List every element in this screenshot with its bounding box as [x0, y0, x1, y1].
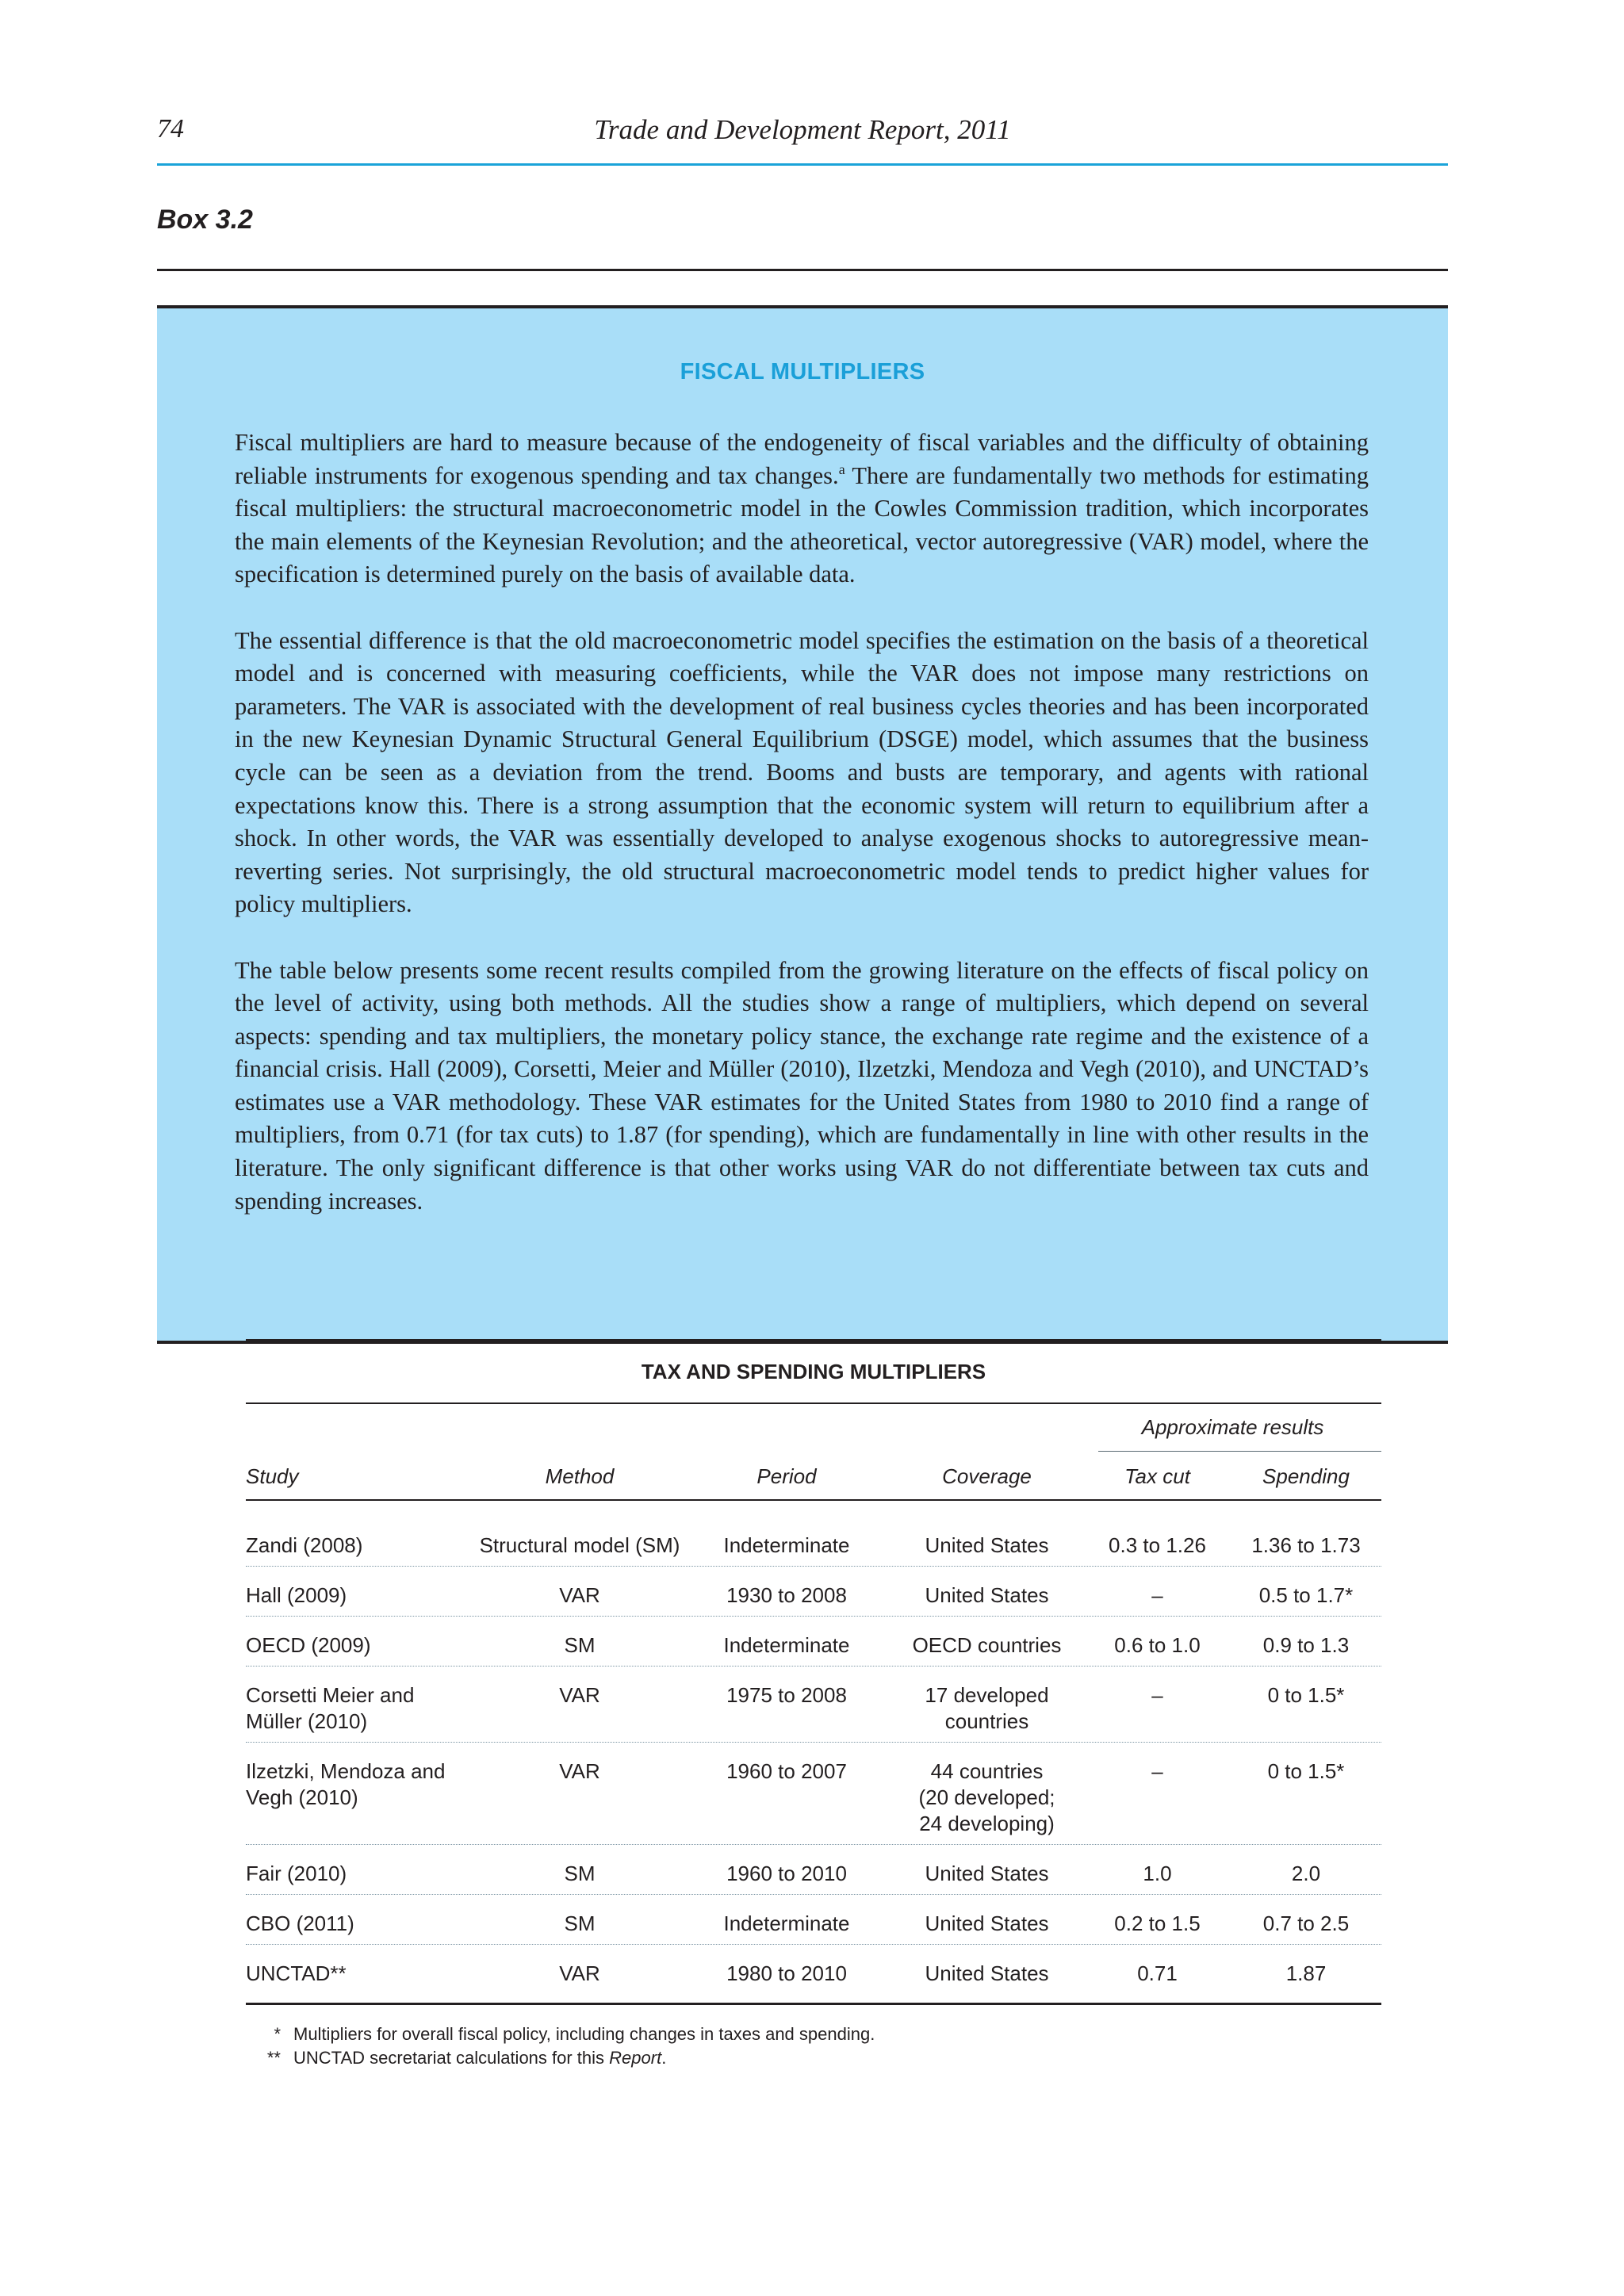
cell-coverage-line: 44 countries [930, 1759, 1044, 1783]
cell-study [246, 1758, 476, 1837]
box-title: FISCAL MULTIPLIERS [680, 359, 925, 385]
box-body-text [235, 427, 1369, 1251]
cell-study [246, 1861, 476, 1887]
cell-coverage [890, 1911, 1084, 1937]
cell-spending: 2.0 [1291, 1862, 1321, 1885]
table-footnotes [246, 2022, 1381, 2070]
footnote-text-main: UNCTAD secretariat calculations for this [293, 2048, 610, 2068]
page-number: 74 [157, 114, 184, 144]
cell-period: 1960 to 2007 [726, 1759, 847, 1783]
footnote-marker: a [838, 461, 845, 477]
footnote-mark: * [274, 2024, 281, 2044]
table-row [246, 1667, 1381, 1743]
cell-coverage-line: United States [925, 1583, 1049, 1607]
table-row [246, 1743, 1381, 1845]
cell-tax-cut: 0.3 to 1.26 [1109, 1533, 1206, 1557]
cell-coverage-line: United States [925, 1961, 1049, 1985]
cell-coverage-line: United States [925, 1533, 1049, 1557]
cell-coverage [890, 1582, 1084, 1609]
cell-study [246, 1582, 476, 1609]
cell-method: Structural model (SM) [479, 1533, 680, 1557]
table-row [246, 1895, 1381, 1945]
column-header-spending: Spending [1262, 1464, 1350, 1488]
footnote-text-main: Multipliers for overall fiscal policy, including changes in taxes and spending. [293, 2024, 875, 2044]
box-panel [157, 305, 1448, 2068]
page-header [157, 111, 1448, 166]
cell-coverage [890, 1961, 1084, 1987]
cell-spending: 1.87 [1285, 1961, 1327, 1985]
cell-spending: 0.7 to 2.5 [1262, 1911, 1350, 1935]
cell-study-line: Zandi (2008) [246, 1533, 363, 1557]
cell-coverage-line: (20 developed; [918, 1785, 1055, 1809]
box-label: Box 3.2 [157, 205, 253, 235]
cell-coverage-line: OECD countries [912, 1633, 1062, 1657]
table-row [246, 1617, 1381, 1667]
cell-spending: 0 to 1.5* [1267, 1759, 1345, 1783]
column-header-coverage: Coverage [942, 1464, 1032, 1488]
cell-method: SM [564, 1633, 596, 1657]
column-header-method: Method [545, 1464, 615, 1488]
cell-coverage-line: countries [944, 1709, 1029, 1733]
cell-study [246, 1911, 476, 1937]
table-group-header-row [246, 1404, 1381, 1453]
cell-method: VAR [559, 1583, 600, 1607]
cell-study [246, 1682, 476, 1735]
cell-tax-cut: – [1151, 1583, 1163, 1607]
cell-study-line: Corsetti Meier and [246, 1683, 415, 1707]
group-header-approximate-results: Approximate results [1141, 1415, 1324, 1439]
footnote [246, 2046, 1381, 2070]
footnote-mark: ** [266, 2048, 281, 2068]
cell-method: VAR [559, 1683, 600, 1707]
cell-period: 1975 to 2008 [726, 1683, 847, 1707]
footnote-emphasis: Report [609, 2048, 662, 2068]
running-title: Trade and Development Report, 2011 [594, 114, 1011, 145]
cell-method: SM [564, 1862, 596, 1885]
table-bottom-rule [246, 2003, 1381, 2005]
column-header-study: Study [246, 1464, 299, 1488]
cell-period: Indeterminate [723, 1533, 850, 1557]
cell-period: Indeterminate [723, 1633, 850, 1657]
footnote-tail: . [661, 2048, 667, 2068]
paragraph-2: The essential difference is that the old macroeconometric model specifies the estimation on the basis of a theoretical model and is concerned with measuring coefficients, while the VAR does not impose many restrictions on parameters. The VAR is associated with the development of real business cycles theories and has been incorporated in the new Keynesian Dynamic Structural General Equilibrium (DSGE) model, which assumes that the business cycle can be seen as a deviation from the trend. Booms and busts are temporary, and agents with rational expectations know this. There is a strong assumption that the economic system will return to equilibrium after a shock. In other words, the VAR was essentially developed to analyse exogenous shocks to autoregressive mean-reverting series. Not surprisingly, the old structural macroeconometric model tends to predict higher values for policy multipliers. [235, 626, 1369, 918]
paragraph-1-text-cont: There are fundamentally two methods for estimating fiscal multipliers: the structural macroeconometric model in the Cowles Commission tradition, which incorporates the main elements of the Keynesian Revolution; and the atheoretical, vector autoregressive (VAR) model, where the specification is determined purely on the basis of available data. [235, 461, 1369, 588]
cell-method: VAR [559, 1961, 600, 1985]
cell-period: 1960 to 2010 [726, 1862, 847, 1885]
cell-tax-cut: – [1151, 1683, 1163, 1707]
box-top-rule [157, 269, 1448, 271]
cell-spending: 0 to 1.5* [1267, 1683, 1345, 1707]
column-header-tax-cut: Tax cut [1124, 1464, 1190, 1488]
cell-method: VAR [559, 1759, 600, 1783]
table-header-row [246, 1453, 1381, 1499]
cell-study-line: UNCTAD** [246, 1961, 347, 1985]
cell-tax-cut: – [1151, 1759, 1163, 1783]
table-body [246, 1501, 1381, 2003]
table-title: TAX AND SPENDING MULTIPLIERS [641, 1360, 986, 1383]
cell-coverage-line: United States [925, 1862, 1049, 1885]
cell-study-line: Ilzetzki, Mendoza and [246, 1759, 446, 1783]
table-row [246, 1517, 1381, 1567]
cell-spending: 0.9 to 1.3 [1262, 1633, 1350, 1657]
cell-tax-cut: 0.71 [1137, 1961, 1178, 1985]
cell-coverage-line: 17 developed [925, 1683, 1049, 1707]
cell-period: Indeterminate [723, 1911, 850, 1935]
paragraph-1-text: Fiscal multipliers are hard to measure because of the endogeneity of fiscal variables and the difficulty of obtaining reliable instruments for exogenous spending and tax changes. [235, 429, 1369, 489]
cell-coverage [890, 1632, 1084, 1659]
group-header-rule [1098, 1451, 1381, 1452]
cell-spending: 0.5 to 1.7* [1258, 1583, 1354, 1607]
footnote [246, 2022, 1381, 2046]
cell-tax-cut: 0.2 to 1.5 [1114, 1911, 1201, 1935]
cell-method: SM [564, 1911, 596, 1935]
cell-study-line: Fair (2010) [246, 1862, 347, 1885]
footnote-text [293, 2046, 1381, 2070]
cell-coverage-line: 24 developing) [919, 1812, 1055, 1835]
cell-study-line: OECD (2009) [246, 1633, 371, 1657]
column-header-period: Period [756, 1464, 817, 1488]
multipliers-table [246, 1339, 1381, 2070]
cell-spending: 1.36 to 1.73 [1251, 1533, 1361, 1557]
cell-coverage-line: United States [925, 1911, 1049, 1935]
cell-study-line: Hall (2009) [246, 1583, 347, 1607]
paragraph-3: The table below presents some recent results compiled from the growing literature on the effects of fiscal policy on the level of activity, using both methods. All the studies show a range of multipliers, which depend on several aspects: spending and tax multipliers, the monetary policy stance, the exchange rate regime and the existence of a financial crisis. Hall (2009), Corsetti, Meier and Müller (2010), Ilzetzki, Mendoza and Vegh (2010), and UNCTAD’s estimates use a VAR methodology. These VAR estimates for the United States from 1980 to 2010 find a range of multipliers, from 0.71 (for tax cuts) to 1.87 (for spending), which are fundamentally in line with other results in the literature. The only significant difference is that other works using VAR do not differentiate between tax cuts and spending increases. [235, 956, 1369, 1215]
table-row [246, 1845, 1381, 1895]
cell-period: 1930 to 2008 [726, 1583, 847, 1607]
cell-tax-cut: 0.6 to 1.0 [1114, 1633, 1201, 1657]
cell-tax-cut: 1.0 [1143, 1862, 1172, 1885]
cell-study-line: Müller (2010) [246, 1709, 368, 1733]
cell-study-line: Vegh (2010) [246, 1785, 358, 1809]
cell-coverage [890, 1682, 1084, 1735]
cell-study [246, 1632, 476, 1659]
cell-study [246, 1533, 476, 1559]
cell-period: 1980 to 2010 [726, 1961, 847, 1985]
paragraph-1 [235, 427, 1369, 591]
table-row [246, 1945, 1381, 2003]
cell-study [246, 1961, 476, 1987]
table-row [246, 1567, 1381, 1617]
footnote-text [293, 2022, 1381, 2046]
cell-study-line: CBO (2011) [246, 1911, 354, 1935]
cell-coverage [890, 1533, 1084, 1559]
cell-coverage [890, 1861, 1084, 1887]
cell-coverage [890, 1758, 1084, 1837]
